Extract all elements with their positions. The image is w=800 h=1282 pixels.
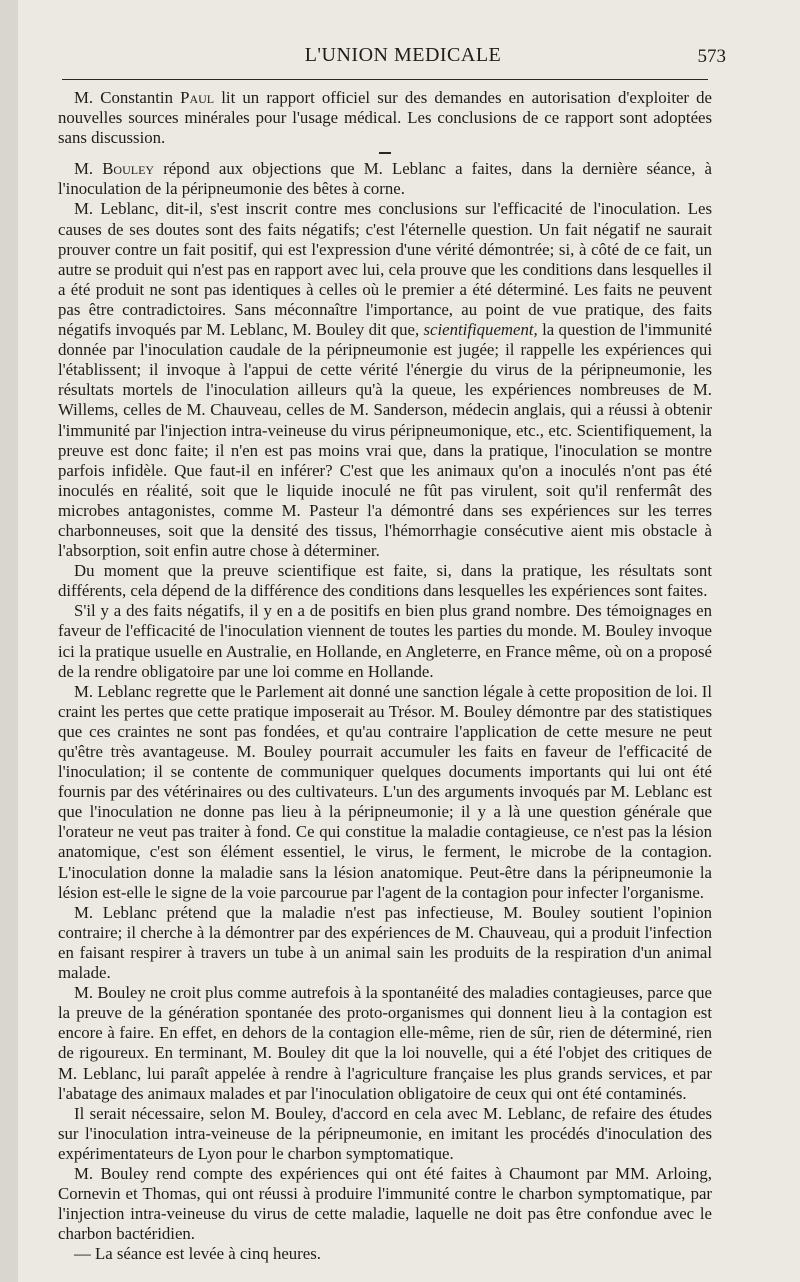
paragraph-spontaneity: M. Bouley ne croit plus comme autrefois à la spontanéité des maladies contagieuses, parce que la preuve de la génération spontanée des proto-organismes qui donnent lieu à la contagion est encore à faire. En effet, en dehors de la contagion elle-même, rien de sûr, rien de déterminé, rien de rigoureux. En terminant, M. Bouley dit que la loi nouvelle, qui a été l'objet des critiques de M. Leblanc, lui paraît appelée à rendre à l'agriculture française les plus grands services, et par l'abatage des animaux malades et par l'inoculation obligatoire de ceux qui ont été contaminés. xyxy=(58,983,712,1103)
paragraph-closing: — La séance est levée à cinq heures. xyxy=(74,1244,321,1264)
paragraph-parliament: M. Leblanc regrette que le Parlement ait donné une sanction légale à cette proposition de loi. Il craint les pertes que cette pratique imposerait au Trésor. M. Bouley démontre par des statistiques que ces craintes ne sont pas fondées, et qu'au contraire l'application de cette mesure ne peut qu'être très avantageuse. M. Bouley pourrait accumuler les faits en faveur de l'efficacité de l'inoculation; il se contente de communiquer quelques documents importants qui lui ont été fournis par des vétérinaires ou des cultivateurs. L'un des arguments invoqués par M. Leblanc est que l'inoculation ne donne pas lieu à la péripneumonie; il y a là une question générale que l'orateur ne veut pas traiter à fond. Ce qui constitue la maladie contagieuse, ce n'est pas la lésion anatomique, c'est son élément essentiel, le virus, le ferment, le microbe de la contagion. L'inoculation donne la maladie sans la lésion anatomique. Peut-être dans la péripneumonie la lésion est-elle le signe de la voie parcourue par l'agent de la contagion pour infecter l'organisme. xyxy=(58,681,712,902)
paragraph-lead: M. xyxy=(74,159,103,179)
author-name: Bouley xyxy=(102,159,155,179)
paragraph-scientific-proof: Du moment que la preuve scientifique est faite, si, dans la pratique, les résultats sont différents, cela dépend de la différence des conditions dans lesquelles les expériences sont faites. xyxy=(58,561,712,601)
paragraph-text: répond aux objections que M. Leblanc a faites, dans la dernière séance, à l'inoculation de la péripneumonie des bêtes à corne. xyxy=(58,159,712,199)
paragraph-negative-facts xyxy=(58,199,712,561)
section-separator xyxy=(379,152,391,154)
paragraph-positive-facts: S'il y a des faits négatifs, il y en a de positifs en bien plus grand nombre. Des témoignages en faveur de l'efficacité de l'inoculation viennent de toutes les parties du monde. M. Bouley invoque ici la pratique usuelle en Australie, en Hollande, en Angleterre, en France même, où on a proposé de la rendre obligatoire par une loi comme en Hollande. xyxy=(58,601,712,681)
page-number: 573 xyxy=(697,46,726,67)
paragraph-chaumont: M. Bouley rend compte des expériences qui ont été faites à Chaumont par MM. Arloing, Cornevin et Thomas, qui ont réussi à produire l'immunité contre le charbon symptomatique, par l'injection intra-veineuse du virus de cette maladie, laquelle ne doit pas être confondue avec le charbon bactéridien. xyxy=(58,1163,712,1244)
emphasis-text: scientifiquement, xyxy=(423,320,538,340)
paragraph-lead: M. Constantin xyxy=(74,88,181,107)
page-header xyxy=(80,36,726,76)
paragraph-text: M. Leblanc, dit-il, s'est inscrit contre mes conclusions sur l'efficacité de l'inoculation. Les causes de ses doutes sont des faits négatifs; c'est l'éternelle question. Un fait négatif ne saurait prouver contre un fait positif, qui est l'expression d'une vérité démontrée; si, à côté de ce fait, un autre se produit qui n'est pas en rapport avec lui, cela prouve que les conditions dans lesquelles il a été produit ne sont pas identiques à celles où le premier a été déterminé. Les faits ne peuvent pas être contradictoires. Sans méconnaître l'importance, au point de vue pratique, des faits négatifs invoqués par M. Leblanc, M. Bouley dit que, xyxy=(58,199,712,340)
running-title: L'UNION MEDICALE xyxy=(304,44,502,66)
paragraph-text: lit un rapport officiel sur des demandes en autorisation d'exploiter de nouvelles sources minérales pour l'usage médical. Les conclusions de ce rapport sont adoptées sans discussion. xyxy=(58,88,712,148)
header-rule xyxy=(62,79,708,80)
author-name: Paul xyxy=(180,88,215,107)
paragraph-infection: M. Leblanc prétend que la maladie n'est pas infectieuse, M. Bouley soutient l'opinion contraire; il cherche à la démontrer par des expériences de M. Chauveau, qui a produit l'infection en faisant respirer à travers un tube à un animal sain les produits de la respiration d'un animal malade. xyxy=(58,902,712,983)
paragraph-paul-report xyxy=(58,88,712,148)
paragraph-intravenous: Il serait nécessaire, selon M. Bouley, d'accord en cela avec M. Leblanc, de refaire des études sur l'inoculation intra-veineuse de la péripneumonie, en imitant les procédés d'inoculation des expérimentateurs de Lyon pour le charbon symptomatique. xyxy=(58,1103,712,1163)
article-body xyxy=(58,88,712,1264)
paragraph-text: la question de l'immunité donnée par l'inoculation caudale de la péripneumonie est jugée; il rappelle les expériences qui l'établissent; il invoque à l'appui de cette vérité l'énergie du virus de la péripneumonie, les résultats mortels de l'inoculation ailleurs qu'à la queue, les expériences nombreuses de M. Willems, celles de M. Chauveau, celles de M. Sanderson, médecin anglais, qui a réussi à obtenir l'immunité par l'injection intra-veineuse du virus péripneumonique, etc., etc. Scientifiquement, la preuve est donc faite; il n'en est pas moins vrai que, dans la pratique, l'inoculation se montre parfois infidèle. Que faut-il en inférer? C'est que les animaux qu'on a inoculés n'ont pas été inoculés en réalité, soit que le liquide inoculé ne fût pas virulent, soit qu'il renfermât des microbes antagonistes, comme M. Pasteur l'a démontré dans ses expériences sur les terres charbonneuses, soit que la densité des tissus, l'hémorrhagie consécutive aient mis obstacle à l'absorption, soit enfin autre chose à déterminer. xyxy=(58,320,713,561)
paragraph-bouley-reply xyxy=(58,159,712,199)
